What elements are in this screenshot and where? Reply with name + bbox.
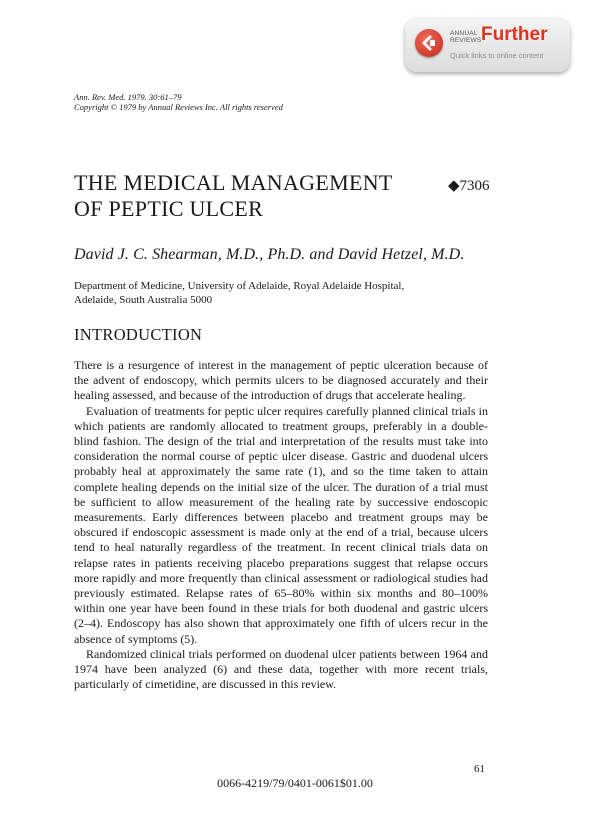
authors: David J. C. Shearman, M.D., Ph.D. and David Hetzel, M.D. — [74, 246, 465, 263]
article-title — [74, 170, 393, 222]
article-code: 0066-4219/79/0401-0061$01.00 — [217, 776, 373, 790]
paragraph: There is a resurgence of interest in the management of peptic ulceration because of the advent of endoscopy, which permits ulcers to be diagnosed accurately and their healing assessed, and because of the introduction of drugs that accelerate healing. — [74, 358, 488, 403]
section-heading: INTRODUCTION — [74, 325, 203, 344]
page-number: 61 — [474, 763, 485, 775]
paragraph: Evaluation of treatments for peptic ulcer requires carefully planned clinical trials in which patients are randomly allocated to treatment groups, preferably in a double-blind fashion. The design of the trial and interpretation of the results must take into consideration the normal course of peptic ulcer disease. Gastric and duodenal ulcers probably heal at approximately the same rate (1), and so the time taken to attain complete healing depends on the initial size of the ulcer. The duration of a trial must be sufficient to allow measurement of the healing rate by successive endoscopic measurements. Early differences between placebo and treatment groups may be obscured if endoscopic assessment is made only at the end of a trial, because ulcers tend to heal naturally regardless of the treatment. In recent clinical trials data on relapse rates in patients receiving placebo preparations suggest that relapse occurs more rapidly and more frequently than clinical assessment or radiological studies had previously estimated. Relapse rates of 65–80% within six months and 80–100% within one year have been found in these trials for both duodenal and gastric ulcers (2–4). Endoscopy has also shown that approximately one fifth of ulcers recur in the absence of symptoms (5). — [74, 403, 488, 646]
badge-subtitle: Quick links to online content — [450, 51, 544, 60]
title-line-2: OF PEPTIC ULCER — [74, 196, 264, 221]
affiliation-line-1: Department of Medicine, University of Adelaide, Royal Adelaide Hospital, — [74, 280, 405, 292]
badge-brand-text — [450, 30, 481, 44]
affiliation-line-2: Adelaide, South Australia 5000 — [74, 294, 213, 306]
citation-line: Ann. Rev. Med. 1979. 30:61–79 — [74, 92, 182, 102]
title-line-1: THE MEDICAL MANAGEMENT — [74, 170, 393, 195]
further-logo-icon — [415, 29, 443, 57]
document-number: ◆7306 — [448, 178, 490, 194]
badge-reviews-label: REVIEWS — [450, 37, 482, 44]
paragraph: Randomized clinical trials performed on duodenal ulcer patients between 1964 and 1974 have been analyzed (6) and these data, together with more recent trials, particularly of cimetidine, are discussed in this review. — [74, 646, 488, 692]
badge-further-label: Further — [481, 24, 548, 45]
section-body — [74, 358, 488, 692]
badge-annual-label: ANNUAL — [450, 30, 478, 37]
annual-reviews-further-badge[interactable] — [405, 18, 570, 72]
journal-citation — [74, 92, 283, 112]
affiliation — [74, 279, 404, 307]
copyright-line: Copyright © 1979 by Annual Reviews Inc. All rights reserved — [74, 102, 283, 112]
